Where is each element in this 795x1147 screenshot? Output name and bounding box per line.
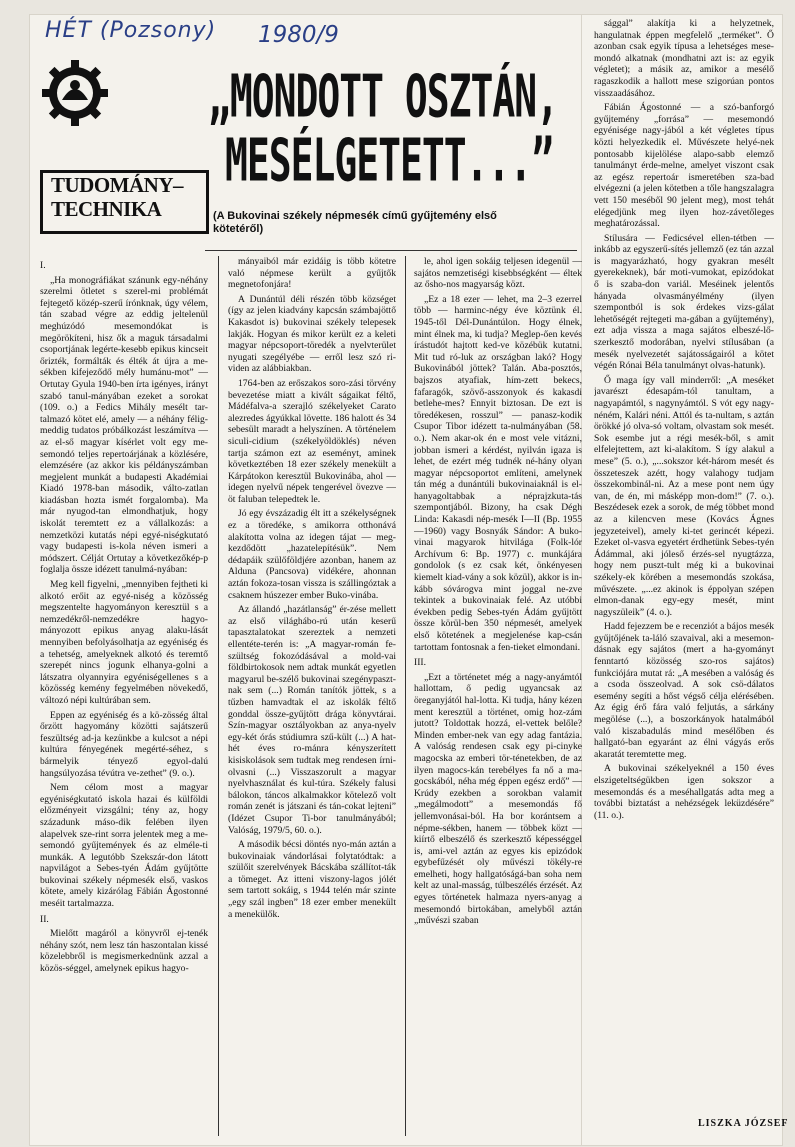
section-rubric (40, 170, 209, 234)
paragraph: „Ha monográfiákat szánunk egy-néhány szerelmi ötletet s szerel-mi problémát fejtegető közép-szerű írónknak, úgy vélem, tán szabad végre az eddig jeltelenül meghúzódó mesemondókat is megörökíteni, hisz ők a maguk társadalmi csoportjának legérte-kesebb epikus kincseit őrizték, formálták és élték át újra a me-sékben kifejeződő mély humánu-mot” — Ortutay Gyula 1940-ben írta igényes, irányt szabó tanul-mányában ezeket a sorokat (109. o.) a Fedics Mihály mesélt tar-talmazó kötet elé, amely — a néhány félig-meddig tudatos próbálkozást leszámítva — az el-ső magyar kísérlet volt egy me-semondó teljes repertoárjának a közlésére, elemzésére (az akkor kis példányszámban megjelent munkát a budapesti Akadémiai Kiadó 1978-ban második, válto-zatlan kiadásban hozta ismét forgalomba). Ma már nyugod-tan elmondhatjuk, hogy iskolát teremtett ez a vállalkozás: a nemzetközi kutatás népi egyé-niségkutató vagy budapesti is-kola néven ismeri a módszert. Célját Ortutay a következőkép-p foglalja össze idézett tanulmá-nyában: (40, 274, 208, 576)
paragraph: Fábián Ágostonné — a szó-banforgó gyűjtemény „forrása” — mesemondó egyénisége nagy-jából a két végletes típus közti helyezkedik el. Művészete helyé-nek pontosabb kijelölése alapo-sabb elemző tanulmányt érde-melne, amelyet viszont csak az egész repertoár ismeretében sza-bad elvégezni (a jelen kötetben a tőle hangszalagra vett 150 meséből 90 jelent meg), most tehát elégedjünk meg ilyen hoz-závetőleges meghatározással. (594, 102, 774, 230)
paragraph: Hadd fejezzem be e recenziót a bájos mesék gyűjtőjének ta-láló szavaival, aki a mesemon-dásnak egy sajátos (mert a ha-gyományt fenntartó közösség szo-ros sajátos) funkciójára mutat rá: „A mesében a valóság és a csoda összeolvad. A sok csö-dálatos esemény segíti a hőst végső célja elérésében. Az égig érő fára való feljutás, a sárkány megölése (...), a boszorkányok hatalmából való kiszabadulás mind mesélőben és hallgató-ban egyaránt az élni vágyás erős akaratát teremtette meg. (594, 621, 774, 760)
rubric-line-2: TECHNIKA (51, 197, 162, 221)
headline-line-1: „MONDOTT OSZTÁN, (208, 62, 559, 131)
section-number: I. (40, 260, 46, 271)
paragraph: „Ezt a történetet még a nagy-anyámtól hallottam, ő pedig ugyancsak az öreganyjától hal-lotta. Ki tudja, hány kézen ment keresztül a történet, omig hoz-zám jutott? Toldottak hozzá, el-vettek belőle? Minden ember-nek van egy adag fantázia. A valóság rendesen csak egy pi-cinyke magocska az emberi tör-ténetekben, de az ilyen magocs-kán terebélyes fa nő a ma-gocskából, néha még éppen egész erdő” — Krúdy ezekben a sorokban valamit „megálmodott” a mesemondás fő jellemvonásai-ból. Ha bor korántsem a népme-sékben, hanem — többek közt — kiírtő elbeszélő és szerkesztő képességgel is, ami-vel aztán az egyes kis epizódok egybefűzését oly művészi tökély-re emelheti, hogy hallgatóságá-ban soha nem kelt az unal-masság, túlbeszélés érzését. Az egyes történetek halmaza nyers-anyag a mesemondó birtokában, amelyből aztán „művészi szaban (414, 671, 582, 927)
paragraph: Jó egy évszázadig élt itt a székelységnek ez a töredéke, s amikorra otthonává alakította volna az idegen tájat — meg-kezdődött „hazatelepítésük”. Nem dédapáik szülőföldjére azonban, hanem az Alduna (Pancsova) vidékére, ahonnan aztán fokoza-tosan vissza is szállingóztak a csaknem húszezer ember Buko-vinába. (228, 508, 396, 601)
paragraph: A Dunántúl déli részén több községet (így az jelen kiadvány kapcsán számbajöttő Kakasdot is) bukovinai székely telepesek lakják. Hogyan és mikor került ez a keleti magyar népcsoport-töredék a nyelvterület nyugati szegélyébe — erről lesz szó ri-viden az alábbiakban. (228, 293, 396, 375)
paragraph: „Ez a 18 ezer — lehet, ma 2–3 ezerrel több — harminc-négy éve köztünk él. 1945-től Dél-Dunántúlon. Hogy élnek, mint élnek ma, ki tudja? Meglep-ően kevés írástudót hajtott ked-ve közébük kutatni. Mit tud ró-luk az országban lakó? Hogy Bukovinából jöttek? Talán. Aba-posztós, bajszos atyafiak, hím-zett bekecs, fafaragók, szövő-asszonyok és kakasdi betlehe-mes? Ennyit biztosan. De ezt is töredékesen, rosszul” — panasz-kodik Csupor Tibor idézett ta-nulmányában (58. o.). Nem akar-ok én e most vele vitázni, jobban ismeri a kérdést, nyilván igaza is lehet, de ezért még tudnék né-hány olyan magyar népcsoportot említeni, amelynek tán még a dunántúli bukovinaiaknál is el-hanyagoltabbak a néprajzkuta-tás szempontjából. Bizony, ha csak Dégh Linda: Kakasdi nép-mesék I—II (Bp. 1955—1960) vagy Bosnyák Sándor: A buko-vinai magyarok hitvilága (Folk-lór Archívum 6: Bp. 1977) c. munkájára gondolok (s ez csak két, önkényesen kiemelt kiad-vány a sok közül), akkor is in-kább sóvárogva mint joggal ne-zve tekintek a bukovinaiak felé. Az utóbbi években pedig Sebes-tyén Ádám gyűjtött össze körül-ben 350 népmesét, amelyek első kötetének a megjelenése kap-csán tartottam fontosnak a fen-tieket elmondani. (414, 293, 582, 653)
paragraph: Mielőtt magáról a könyvről ej-tenék néhány szót, nem lesz tán haszontalan kissé közelebbről is megismerkednünk azzal a közös-séggel, amelynek epikus hagyo- (40, 928, 208, 975)
paragraph: mányaiból már ezidáig is több kötetre való népmese került a gyűjtők megnetofonjára! (228, 256, 396, 291)
article-subtitle: (A Bukovinai székely népmesék című gyűjtemény első kötetéről) (213, 210, 497, 235)
handwritten-date-note: 1980/9 (258, 22, 339, 48)
section-number: II. (40, 913, 49, 925)
text-column-3 (414, 256, 582, 1136)
science-gear-icon (40, 58, 110, 128)
paragraph: le, ahol igen sokáig teljesen idegenül — sajátos nemzetiségi kisebbségként — éltek az ősho-nos magyarság közt. (414, 256, 582, 291)
paragraph: sággal” alakítja ki a helyzetnek, hangulatnak éppen megfelelő „terméket”. Ő azonban csak egyik típusa a lehetséges mese-mondó alkatnak (mondhatni azt is: az egyik végletet); a másik az, amikor a mesélő ragaszkodik a hallott mese szigorúan pontos visszaadásához. (594, 18, 774, 99)
section-number: III. (414, 657, 426, 669)
header-divider (205, 250, 577, 251)
paragraph: Eppen az egyéniség és a kö-zösség által őrzött hagyomány közötti sajátszerű feszültség ad-ja kezünkbe a kulcsot a népi kultúra fényegének megérté-séhez, s bármelyik tényező egyol-dalú hangsúlyozása tévútra ve-zethet” (9. o.). (40, 709, 208, 779)
paragraph: A második bécsi döntés nyo-mán aztán a bukovinaiak vándorlásai folytatódtak: a szülőit szerelvények Bácskába szállítot-ták a tömeget. Az itteni viszony-lagos jólét sem tartott sokáig, s 1944 telén már szinte „egy szál ingben” 18 ezer ember menekült a menekülők. (228, 839, 396, 920)
handwritten-publication-note: HÉT (Pozsony) (45, 18, 217, 43)
rubric-line-1: TUDOMÁNY– (51, 173, 183, 197)
column-divider (218, 256, 219, 1136)
paragraph: Ő maga így vall minderről: „A meséket javarészt édesapám-tól tanultam, a nagyapámtól, s nagynyámtól. S vót egy nagy-néném, Kalári néni. Attól és ta-nultam, s aztán örökké jó olva-só voltam, olvastam sok mesét. Sok esembe jut a régi mesék-ből, s amit elfelejtettem, azt ki-alakítom. S így alakul a mese” (5. o.), „...sokszor két-három mesét és összeteszek azétt, hogy valahogy tudjam összekombinál-ni. Az a mese pont nem úgy van, de én, mi másképp mon-dom!” (7. o.). Beszédesek ezek a sorok, de még többet mond az a kilencven mese (Kovács Ágnes jegyzeteivel), amely ki-tet gerincét képezi. Ezeket ol-vasva egyetért érdhetünk Sebes-tyén Ádámmal, aki jóleső érzés-sel nyugtázza, hogy nem puszt-tult még ki a bukovinai székely-ek körében a mesemondás szokása, művészete. „...ez akinok is éppolyan szépen elmon-danak egy-egy mesét, mint nagyszüleik” (4. o.). (594, 374, 774, 618)
text-column-2 (228, 256, 396, 1136)
headline-line-2: MESÉLGETETT...” (225, 126, 554, 195)
text-column-4 (594, 18, 774, 1118)
text-column-1 (40, 256, 208, 1136)
paragraph: Nem célom most a magyar egyéniségkutató iskola hazai és külföldi előzményeit vizsgálni; tény az, hogy századunk máso-dik felében ilyen alapelvek sze-rint sorra jelentek meg a me-semondó gyűjtemények és az elméle-ti munkák. A legutóbb Szekszár-don látott napvilágot a Sebes-tyén Ádám gyűjtötte bukovinai székely népmesék első, vaskos kötete, amely kizárólag Fábián Ágostonné meséit tartalmazza. (40, 782, 208, 910)
column-divider (405, 256, 406, 1136)
paragraph: Az állandó „hazátlanság” ér-zése mellett az első világhábo-rú után keserű tapasztalatokat szereztek a nemzeti ellentéte-terén is: „A magyar-román fe-szültség fokozódásával a mold-vai földbirtokosok nem adtak munkát egyetlen magyarul be-szélő bukovinai szegénypaszt-nak sem (...) Román tanítók jöttek, s a tűzben hamvadtak el az iskolák féltő gonddal össze-gyűjtött drága könyvtárai. Szín-magyar osztályokban az anya-nyelv egy-két órás stúdiumra szű-kült (...) A hat-hét éves ro-mánra kényszerített kisiskolások sem tudtak meg rendesen írni-olvasni (...) Visszaszorult a magyar nyelvhasználat és kul-túra. Székely falusi bálokon, táncos alkalmakkor kötelező volt román zenét is játszani és tán-cokat lejteni” (Idézet Csupor Ti-bor tanulmányából; Valóság, 1979/5, 60. o.). (228, 604, 396, 836)
paragraph: Meg kell figyelni, „mennyiben fejtheti ki alkotó erőit az egyé-niség a közösség megszentelte hagyományon keresztül s a nemzedékről-nemzedékre hagyo-mányozott epikus anyag alaku-lását mennyiben befolyásolhatja az egyéniség és a tehetség, amelyeknek alkotó és teremtő szerepét nincs jogunk elhanya-golni a látszatra olyannyira egyéniségellenes s a közösség kemény fegyelmében növekedő, változó népi kultúrában sem. (40, 579, 208, 706)
author-byline: LISZKA JÓZSEF (698, 1118, 789, 1129)
paragraph: A bukovinai székelyeknél a 150 éves elszigeteltségükben igen sokszor a mesemondás és a meséhallgatás adta meg a további biztatást a nehézségek leküzdésére” (11. o.). (594, 763, 774, 821)
paragraph: Stílusára — Fedicsével ellen-tétben — inkább az egyszerű-sítés jellemző (ez tán azzal is magyarázható, hogy gyakran mesélt gyerekeknek), bár moti-vumokat, epizódokat ő is szaba-don variál. Meséinek jelentős hányada olvasmányélmény (ilyen szempontból is sok érdekes vizs-gálat lehetőségét rejtegeti ma-gában a gyűjtemény), ezt adja vissza a maga sajátos elbeszé-lő-szerkesztő modorában, nyelvi stílusában (a mesék nyelvezetét sajátosságairól a kötet végén Rónai Béla tanulmányt olvas-hatunk). (594, 232, 774, 372)
paragraph: 1764-ben az erőszakos soro-zási törvény bevezetése miatt a kivált ságaikat féltő, Mádéfalva-a szerajló székelyeket Carato alezredes ágyúkkal lövette. 186 halott és 34 sebesült maradt a helyszínen. A történelem siculi-cidium (székelyöldöklés) néven tartja számon ezt az eseményt, aminek következtében 18 ezer székely menekült a Kárpátokon keresztül Bukovinába, ahol — idegen nyelvű népek tengerével övezve — öt faluban telepedtek le. (228, 377, 396, 505)
